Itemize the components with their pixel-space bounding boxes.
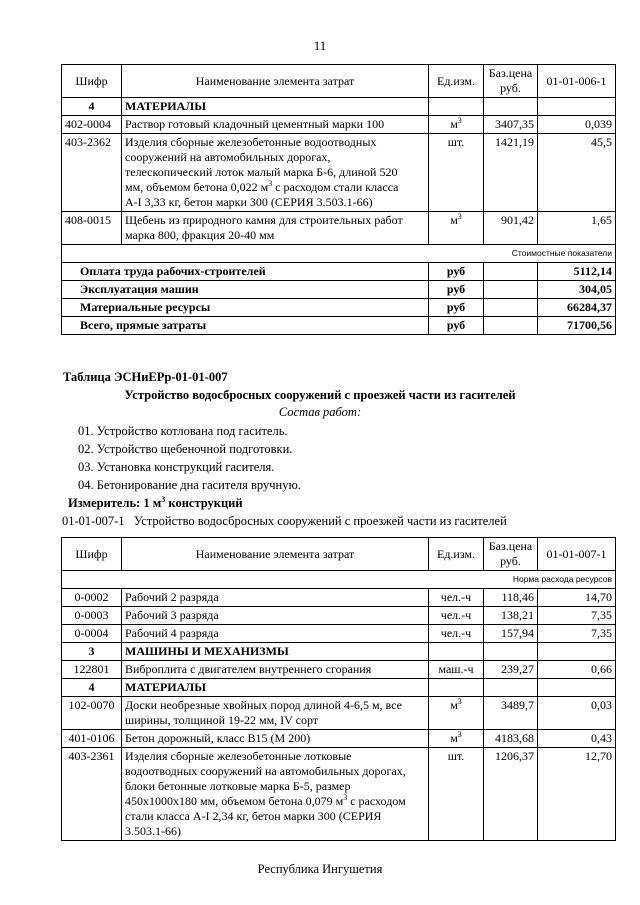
section-row-machines	[62, 643, 616, 661]
row-name: Рабочий 3 разряда	[122, 607, 429, 625]
total-unit: руб	[429, 263, 484, 281]
header-price: Баз.цена руб.	[484, 65, 538, 98]
total-label: Материальные ресурсы	[62, 299, 429, 317]
total-value: 66284,37	[538, 299, 616, 317]
row-unit: шт.	[429, 748, 484, 841]
row-unit: шт.	[429, 134, 484, 212]
row-unit: маш.-ч	[429, 661, 484, 679]
table-row	[62, 661, 616, 679]
section-number: 4	[62, 98, 122, 116]
header-code: Шифр	[62, 65, 122, 98]
total-row	[62, 263, 616, 281]
total-label: Оплата труда рабочих-строителей	[62, 263, 429, 281]
page-number: 11	[313, 38, 327, 53]
row-code: 122801	[62, 661, 122, 679]
header-norm: 01-01-007-1	[538, 538, 616, 571]
row-value: 0,66	[538, 661, 616, 679]
row-price: 4183,68	[484, 730, 538, 748]
row-name: Бетон дорожный, класс В15 (М 200)	[122, 730, 429, 748]
table-row	[62, 116, 616, 134]
row-code: 403-2362	[62, 134, 122, 212]
norm-label: Норма расхода ресурсов	[62, 571, 616, 589]
total-unit: руб	[429, 281, 484, 299]
row-name: Щебень из природного камня для строительных работ марка 800, фракция 20-40 мм	[122, 212, 429, 245]
row-unit: чел.-ч	[429, 589, 484, 607]
section-title: МАТЕРИАЛЫ	[122, 679, 429, 697]
total-value: 304,05	[538, 281, 616, 299]
header-unit: Ед.изм.	[429, 65, 484, 98]
row-name: Доски необрезные хвойных пород длиной 4-6,5 м, все ширины, толщиной 19-22 мм, IV сорт	[122, 697, 429, 730]
section-number: 4	[62, 679, 122, 697]
works-title: Состав работ:	[278, 405, 362, 419]
row-code: 0-0002	[62, 589, 122, 607]
row-value: 1,65	[538, 212, 616, 245]
header-code: Шифр	[62, 538, 122, 571]
resource-table-2	[61, 537, 616, 841]
header-unit: Ед.изм.	[429, 538, 484, 571]
row-name: Изделия сборные железобетонные водоотводных сооружений на автомобильных дорогах, телескопический лоток малый марка Б-6, длиной 520 мм, объемом бетона 0,022 $м^3$ с расходом стали класса А-I 3,33 кг, бетон марки 300 (СЕРИЯ 3.503.1-66)	[122, 134, 429, 212]
row-unit: $м^3$	[429, 697, 484, 730]
table-row	[62, 607, 616, 625]
row-unit: чел.-ч	[429, 625, 484, 643]
header-name: Наименование элемента затрат	[122, 65, 429, 98]
table-row	[62, 730, 616, 748]
row-code: 102-0070	[62, 697, 122, 730]
row-unit: $м^3$	[429, 116, 484, 134]
row-price: 3407,35	[484, 116, 538, 134]
page-footer: Республика Ингушетия	[257, 862, 383, 876]
total-unit: руб	[429, 317, 484, 335]
resource-table-1	[61, 64, 616, 335]
row-value: 12,70	[538, 748, 616, 841]
table-caption: Таблица ЭСНиЕРр-01-01-007	[63, 370, 228, 384]
row-value: 45,5	[538, 134, 616, 212]
row-value: 0,43	[538, 730, 616, 748]
total-value: 5112,14	[538, 263, 616, 281]
meter-line: Измеритель: 1 $м^3$ конструкций	[68, 494, 243, 510]
table-row	[62, 589, 616, 607]
total-row	[62, 281, 616, 299]
row-unit: чел.-ч	[429, 607, 484, 625]
row-code: 402-0004	[62, 116, 122, 134]
section-row-materials	[62, 98, 616, 116]
row-value: 7,35	[538, 625, 616, 643]
row-price: 138,21	[484, 607, 538, 625]
row-price: 3489,7	[484, 697, 538, 730]
cost-indicators-label: Стоимостные показатели	[62, 245, 616, 263]
row-price: 118,46	[484, 589, 538, 607]
row-name: Раствор готовый кладочный цементный марки 100	[122, 116, 429, 134]
total-unit: руб	[429, 299, 484, 317]
row-unit: $м^3$	[429, 730, 484, 748]
row-price: 157,94	[484, 625, 538, 643]
section-row-materials	[62, 679, 616, 697]
section-title: МАТЕРИАЛЫ	[122, 98, 429, 116]
row-value: 14,70	[538, 589, 616, 607]
row-code: 403-2361	[62, 748, 122, 841]
table-row	[62, 697, 616, 730]
table-row	[62, 625, 616, 643]
header-price: Баз.цена руб.	[484, 538, 538, 571]
header-norm: 01-01-006-1	[538, 65, 616, 98]
row-code: 0-0004	[62, 625, 122, 643]
work-item: 01. Устройство котлована под гаситель.	[78, 424, 288, 438]
row-code: 0-0003	[62, 607, 122, 625]
table-row	[62, 212, 616, 245]
row-name: Изделия сборные железобетонные лотковые водоотводных сооружений на автомобильных дорогах, блоки бетонные лотковые марка Б-5, размер 450x1000x180 мм, объемом бетона 0,079 $м^3$ с расходом стали класса А-I 2,34 кг, бетон марки 300 (СЕРИЯ 3.503.1-66)	[122, 748, 429, 841]
section-title: Устройство водосбросных сооружений с проезжей части из гасителей	[124, 388, 516, 402]
work-item: 04. Бетонирование дна гасителя вручную.	[78, 478, 301, 492]
row-code: 408-0015	[62, 212, 122, 245]
total-value: 71700,56	[538, 317, 616, 335]
row-name: Виброплита с двигателем внутреннего сгорания	[122, 661, 429, 679]
total-row	[62, 299, 616, 317]
table-row	[62, 134, 616, 212]
row-price: 239,27	[484, 661, 538, 679]
code-line: 01-01-007-1 Устройство водосбросных сооружений с проезжей части из гасителей	[62, 514, 507, 528]
row-unit: $м^3$	[429, 212, 484, 245]
row-code: 401-0106	[62, 730, 122, 748]
row-price: 1206,37	[484, 748, 538, 841]
work-item: 02. Устройство щебеночной подготовки.	[78, 442, 293, 456]
row-name: Рабочий 4 разряда	[122, 625, 429, 643]
row-value: 7,35	[538, 607, 616, 625]
section-number: 3	[62, 643, 122, 661]
table-row	[62, 748, 616, 841]
header-name: Наименование элемента затрат	[122, 538, 429, 571]
row-price: 901,42	[484, 212, 538, 245]
total-label: Эксплуатация машин	[62, 281, 429, 299]
section-title: МАШИНЫ И МЕХАНИЗМЫ	[122, 643, 429, 661]
row-price: 1421,19	[484, 134, 538, 212]
row-value: 0,03	[538, 697, 616, 730]
row-name: Рабочий 2 разряда	[122, 589, 429, 607]
row-value: 0,039	[538, 116, 616, 134]
total-label: Всего, прямые затраты	[62, 317, 429, 335]
total-row	[62, 317, 616, 335]
work-item: 03. Установка конструкций гасителя.	[78, 460, 275, 474]
